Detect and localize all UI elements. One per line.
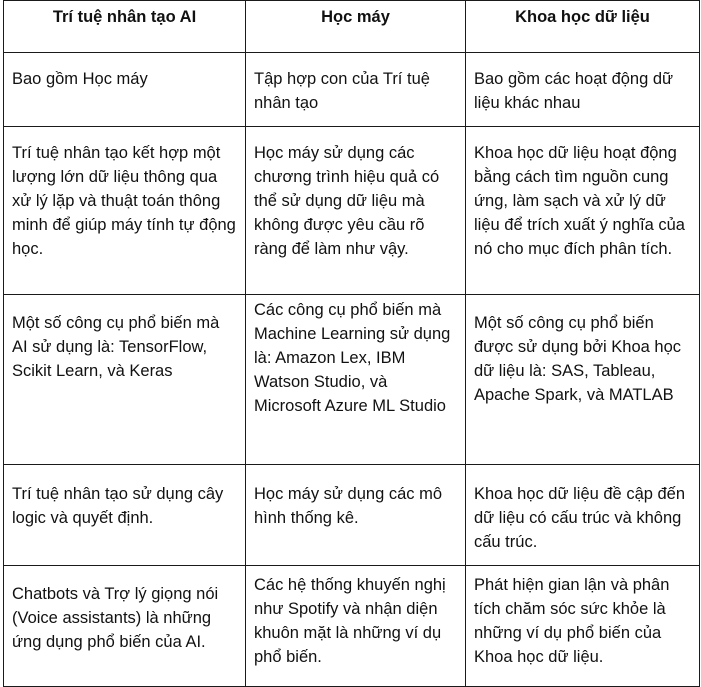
table-cell-ds: Khoa học dữ liệu đề cập đến dữ liệu có cấu trúc và không cấu trúc. [466, 465, 700, 566]
table-row [4, 566, 700, 687]
table-cell-ml: Các hệ thống khuyến nghị như Spotify và nhận diện khuôn mặt là những ví dụ phổ biến. [246, 566, 466, 687]
table-cell-ai: Trí tuệ nhân tạo kết hợp một lượng lớn dữ liệu thông qua xử lý lặp và thuật toán thông minh để giúp máy tính tự động học. [4, 127, 246, 295]
header-machine-learning: Học máy [246, 1, 466, 53]
header-ai: Trí tuệ nhân tạo AI [4, 1, 246, 53]
table-row [4, 295, 700, 465]
table-cell-ds: Bao gồm các hoạt động dữ liệu khác nhau [466, 53, 700, 127]
header-data-science: Khoa học dữ liệu [466, 1, 700, 53]
table-cell-ds: Khoa học dữ liệu hoạt động bằng cách tìm nguồn cung ứng, làm sạch và xử lý dữ liệu để trích xuất ý nghĩa của nó cho mục đích phân tích. [466, 127, 700, 295]
table-cell-ml: Các công cụ phổ biến mà Machine Learning sử dụng là: Amazon Lex, IBM Watson Studio, và Microsoft Azure ML Studio [246, 295, 466, 465]
table-cell-ml: Học máy sử dụng các chương trình hiệu quả có thể sử dụng dữ liệu mà không được yêu cầu rõ ràng để làm như vậy. [246, 127, 466, 295]
comparison-table [3, 0, 700, 687]
table-cell-ml: Học máy sử dụng các mô hình thống kê. [246, 465, 466, 566]
table-cell-ds: Phát hiện gian lận và phân tích chăm sóc sức khỏe là những ví dụ phổ biến của Khoa học dữ liệu. [466, 566, 700, 687]
table-row [4, 465, 700, 566]
table-cell-ml: Tập hợp con của Trí tuệ nhân tạo [246, 53, 466, 127]
table-cell-ai: Trí tuệ nhân tạo sử dụng cây logic và quyết định. [4, 465, 246, 566]
table-row [4, 53, 700, 127]
table-row [4, 127, 700, 295]
table-cell-ai: Chatbots và Trợ lý giọng nói (Voice assistants) là những ứng dụng phổ biến của AI. [4, 566, 246, 687]
table-cell-ds: Một số công cụ phổ biến được sử dụng bởi Khoa học dữ liệu là: SAS, Tableau, Apache Spark, và MATLAB [466, 295, 700, 465]
table-cell-ai: Một số công cụ phổ biến mà AI sử dụng là: TensorFlow, Scikit Learn, và Keras [4, 295, 246, 465]
table-cell-ai: Bao gồm Học máy [4, 53, 246, 127]
header-row [4, 1, 700, 53]
